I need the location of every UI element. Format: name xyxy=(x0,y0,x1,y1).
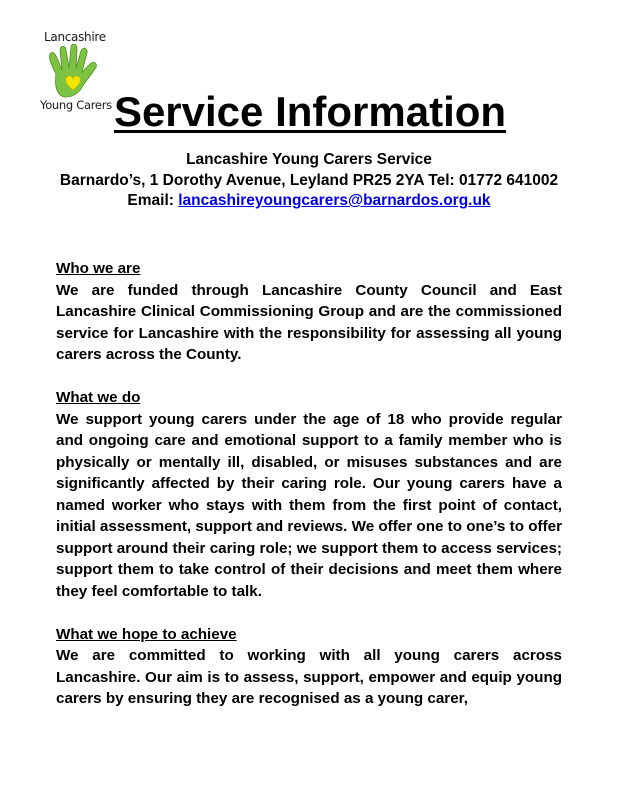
logo-bottom-text: Young Carers xyxy=(40,98,112,112)
logo xyxy=(38,30,110,118)
section-body: We are funded through Lancashire County Council and East Lancashire Clinical Commissioning Group and are the commissioned service for Lancashire with the responsibility for assessing all young carers across the County. xyxy=(56,281,562,363)
section-what-we-hope-to-achieve xyxy=(56,624,562,710)
hand-heart-icon xyxy=(42,44,106,102)
email-line xyxy=(56,191,562,212)
contact-block xyxy=(56,150,562,212)
page-title: Service Information xyxy=(113,88,507,135)
section-heading: What we do xyxy=(56,389,141,406)
section-heading: What we hope to achieve xyxy=(56,625,237,643)
section-heading: Who we are xyxy=(56,260,141,277)
email-label: Email: xyxy=(127,192,179,209)
address-line: Barnardo’s, 1 Dorothy Avenue, Leyland PR25 2YA Tel: 01772 641002 xyxy=(59,171,559,189)
section-who-we-are xyxy=(56,258,562,366)
section-body: We are committed to working with all young carers across Lancashire. Our aim is to assess, support, empower and equip young carers by ensuring they are recognised as a young carer, xyxy=(56,647,562,707)
email-link[interactable]: lancashireyoungcarers@barnardos.org.uk xyxy=(178,192,491,209)
content xyxy=(56,258,562,731)
section-what-we-do xyxy=(56,387,562,602)
logo-top-text: Lancashire xyxy=(44,30,106,44)
section-body: We support young carers under the age of 18 who provide regular and ongoing care and emotional support to a family member who is physically or mentally ill, disabled, or misuses substances and are significantly affected by their caring role. Our young carers have a named worker who stays with them from the first point of contact, initial assessment, support and reviews. We offer one to one’s to offer support around their caring role; we support them to access services; support them to take control of their decisions and meet them where they feel comfortable to talk. xyxy=(56,410,562,600)
org-name: Lancashire Young Carers Service xyxy=(186,151,432,168)
